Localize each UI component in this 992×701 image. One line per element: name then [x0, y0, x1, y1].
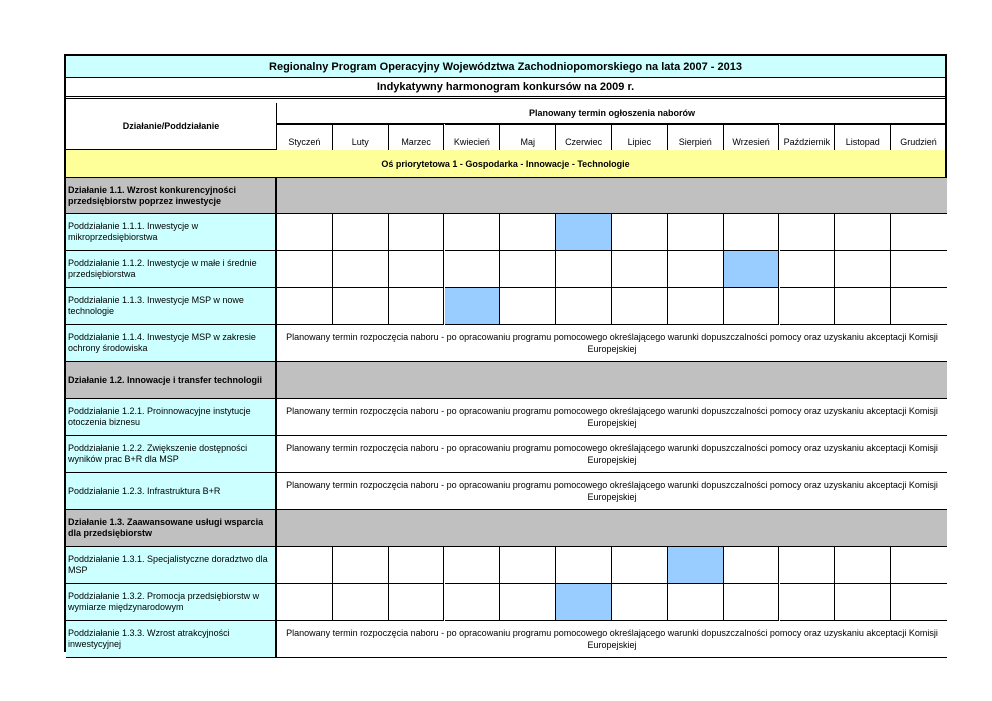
- month-header: Marzec: [389, 124, 445, 150]
- month-header: Styczeń: [277, 124, 333, 150]
- month-cell: [389, 288, 445, 325]
- subaction-label: Poddziałanie 1.1.1. Inwestycje w mikroprzedsiębiorstwa: [66, 214, 277, 251]
- month-cell: [780, 214, 836, 251]
- month-cell: [835, 251, 891, 288]
- month-cell: [445, 251, 501, 288]
- schedule-note: Planowany termin rozpoczęcia naboru - po opracowaniu programu pomocowego określającego warunki dopuszczalności pomocy oraz uzyskaniu akceptacji Komisji Europejskiej: [277, 473, 947, 510]
- month-cell: [500, 214, 556, 251]
- month-cell: [724, 288, 780, 325]
- action-band: [277, 510, 947, 547]
- month-cell: [724, 584, 780, 621]
- action-label: Działanie 1.1. Wzrost konkurencyjności przedsiębiorstw poprzez inwestycje: [66, 178, 277, 214]
- month-cell: [891, 251, 947, 288]
- month-cell: [891, 547, 947, 584]
- month-cell: [835, 288, 891, 325]
- subaction-label: Poddziałanie 1.1.3. Inwestycje MSP w nowe technologie: [66, 288, 277, 325]
- month-header: Czerwiec: [556, 124, 612, 150]
- month-header: Wrzesień: [724, 124, 780, 150]
- month-cell: [445, 214, 501, 251]
- month-cell: [668, 214, 724, 251]
- month-cell: [277, 288, 333, 325]
- month-cell: [668, 251, 724, 288]
- planned-month-marker: [556, 214, 612, 251]
- month-cell: [780, 288, 836, 325]
- schedule-sheet: [64, 54, 947, 652]
- month-cell: [500, 547, 556, 584]
- month-cell: [612, 251, 668, 288]
- month-header: Lipiec: [612, 124, 668, 150]
- month-cell: [724, 547, 780, 584]
- action-band: [277, 178, 947, 214]
- document-title: Regionalny Program Operacyjny Województwa Zachodniopomorskiego na lata 2007 - 2013: [66, 56, 945, 78]
- month-cell: [333, 251, 389, 288]
- month-cell: [500, 584, 556, 621]
- month-cell: [389, 547, 445, 584]
- month-cell: [333, 584, 389, 621]
- month-cell: [612, 584, 668, 621]
- action-label: Działanie 1.2. Innowacje i transfer technologii: [66, 362, 277, 399]
- month-header: Maj: [500, 124, 556, 150]
- month-cell: [891, 214, 947, 251]
- month-header: Luty: [333, 124, 389, 150]
- month-cell: [389, 251, 445, 288]
- month-cell: [556, 288, 612, 325]
- month-cell: [333, 288, 389, 325]
- month-cell: [612, 288, 668, 325]
- schedule-note: Planowany termin rozpoczęcia naboru - po opracowaniu programu pomocowego określającego warunki dopuszczalności pomocy oraz uzyskaniu akceptacji Komisji Europejskiej: [277, 325, 947, 362]
- month-cell: [556, 251, 612, 288]
- table-header: [66, 103, 945, 150]
- month-cell: [277, 584, 333, 621]
- month-cell: [612, 547, 668, 584]
- month-cell: [780, 251, 836, 288]
- month-cell: [445, 584, 501, 621]
- subaction-label: Poddziałanie 1.1.2. Inwestycje w małe i średnie przedsiębiorstwa: [66, 251, 277, 288]
- month-cell: [780, 584, 836, 621]
- month-header: Grudzień: [891, 124, 947, 150]
- subaction-label: Poddziałanie 1.3.2. Promocja przedsiębiorstw w wymiarze międzynarodowym: [66, 584, 277, 621]
- month-header: Listopad: [835, 124, 891, 150]
- month-cell: [333, 547, 389, 584]
- month-cell: [835, 547, 891, 584]
- month-cell: [277, 214, 333, 251]
- schedule-note: Planowany termin rozpoczęcia naboru - po opracowaniu programu pomocowego określającego warunki dopuszczalności pomocy oraz uzyskaniu akceptacji Komisji Europejskiej: [277, 621, 947, 658]
- subaction-label: Poddziałanie 1.2.1. Proinnowacyjne instytucje otoczenia biznesu: [66, 399, 277, 436]
- month-header: Kwiecień: [445, 124, 501, 150]
- month-cell: [835, 214, 891, 251]
- column-header-action: Działanie/Poddziałanie: [66, 103, 277, 150]
- action-label: Działanie 1.3. Zaawansowane usługi wsparcia dla przedsiębiorstw: [66, 510, 277, 547]
- month-header: Październik: [780, 124, 836, 150]
- schedule-note: Planowany termin rozpoczęcia naboru - po opracowaniu programu pomocowego określającego warunki dopuszczalności pomocy oraz uzyskaniu akceptacji Komisji Europejskiej: [277, 436, 947, 473]
- subaction-label: Poddziałanie 1.1.4. Inwestycje MSP w zakresie ochrony środowiska: [66, 325, 277, 362]
- planned-month-marker: [668, 547, 724, 584]
- subaction-label: Poddziałanie 1.3.1. Specjalistyczne doradztwo dla MSP: [66, 547, 277, 584]
- subaction-label: Poddziałanie 1.3.3. Wzrost atrakcyjności inwestycyjnej: [66, 621, 277, 658]
- month-cell: [556, 547, 612, 584]
- month-cell: [333, 214, 389, 251]
- schedule-note: Planowany termin rozpoczęcia naboru - po opracowaniu programu pomocowego określającego warunki dopuszczalności pomocy oraz uzyskaniu akceptacji Komisji Europejskiej: [277, 399, 947, 436]
- month-cell: [277, 547, 333, 584]
- planned-month-marker: [724, 251, 780, 288]
- column-header-planned: Planowany termin ogłoszenia naborów: [277, 103, 947, 124]
- priority-axis-band: Oś priorytetowa 1 - Gospodarka - Innowacje - Technologie: [66, 150, 945, 178]
- month-cell: [835, 584, 891, 621]
- month-cell: [277, 251, 333, 288]
- month-header-row: [277, 124, 947, 150]
- month-cell: [668, 584, 724, 621]
- month-cell: [500, 288, 556, 325]
- subaction-label: Poddziałanie 1.2.3. Infrastruktura B+R: [66, 473, 277, 510]
- planned-month-marker: [556, 584, 612, 621]
- subaction-label: Poddziałanie 1.2.2. Zwiększenie dostępności wyników prac B+R dla MSP: [66, 436, 277, 473]
- action-band: [277, 362, 947, 399]
- month-cell: [780, 547, 836, 584]
- month-cell: [389, 214, 445, 251]
- month-cell: [668, 288, 724, 325]
- month-cell: [724, 214, 780, 251]
- month-header: Sierpień: [668, 124, 724, 150]
- document-subtitle: Indykatywny harmonogram konkursów na 2009 r.: [66, 78, 945, 99]
- month-cell: [445, 547, 501, 584]
- month-cell: [891, 288, 947, 325]
- month-cell: [891, 584, 947, 621]
- planned-month-marker: [445, 288, 501, 325]
- month-cell: [612, 214, 668, 251]
- month-cell: [500, 251, 556, 288]
- month-cell: [389, 584, 445, 621]
